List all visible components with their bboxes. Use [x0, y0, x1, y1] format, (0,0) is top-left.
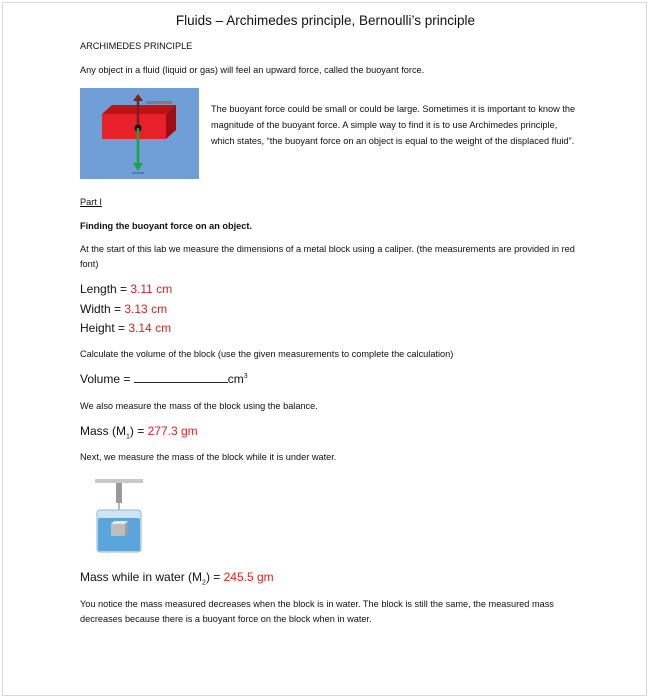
- volume-answer-blank[interactable]: [134, 372, 228, 383]
- section-heading: ARCHIMEDES PRINCIPLE: [80, 41, 193, 51]
- beaker-figure: [95, 476, 145, 554]
- figure1-description: The buoyant force could be small or could be large. Sometimes it is important to know the magnitude of the buoyant force. A simple way to find it is to use Archimedes principle, which states, “the buoyant force on an object is equal to the weight of the displaced fluid”.: [211, 104, 576, 146]
- volume-label: Volume: [80, 372, 121, 386]
- mass2-value: 245.5 gm: [223, 570, 274, 584]
- mass2-line: [80, 570, 274, 586]
- buoyancy-figure: [80, 88, 199, 179]
- measurement-eq: =: [114, 321, 129, 335]
- measurement-eq: =: [110, 302, 125, 316]
- measurement-label: Length: [80, 282, 117, 296]
- mass2-eq: =: [209, 570, 224, 584]
- measurement-width: [80, 302, 167, 316]
- mass1-sub: 1: [126, 433, 130, 441]
- mass2-close: ): [205, 570, 210, 584]
- conclusion-text: You notice the mass measured decreases when the block is in water. The block is still the same, the measured mass decreases because there is a buoyant force on the block when in water.: [80, 599, 554, 624]
- mass1-close: ): [129, 424, 134, 438]
- measurement-label: Height: [80, 321, 115, 335]
- volume-eq: =: [120, 372, 131, 386]
- caliper-text: At the start of this lab we measure the dimensions of a metal block using a caliper. (the measurements are provided in red font): [80, 244, 575, 269]
- part-label: Part I: [80, 197, 102, 207]
- measurement-eq: =: [116, 282, 131, 296]
- measurement-height: [80, 321, 171, 335]
- mass1-eq: =: [133, 424, 148, 438]
- measurement-value: 3.14 cm: [128, 321, 172, 335]
- volume-unit-sup: 3: [243, 373, 248, 380]
- page-title: Fluids – Archimedes principle, Bernoulli’s principle: [175, 13, 476, 28]
- volume-line: [80, 372, 248, 386]
- mass2-label: Mass while in water (M: [80, 570, 203, 584]
- measurement-value: 3.13 cm: [124, 302, 168, 316]
- water-instruction: Next, we measure the mass of the block while it is under water.: [80, 452, 337, 462]
- mass1-line: [80, 424, 198, 440]
- measurement-length: [80, 282, 172, 296]
- buoyancy-diagram-image: [80, 88, 199, 179]
- volume-unit: cm: [227, 372, 244, 386]
- beaker-image: [95, 476, 145, 554]
- mass1-label: Mass (M: [80, 424, 126, 438]
- measurement-label: Width: [80, 302, 111, 316]
- measurement-value: 3.11 cm: [130, 282, 173, 296]
- mass-instruction: We also measure the mass of the block using the balance.: [80, 401, 318, 411]
- part-heading: Finding the buoyant force on an object.: [80, 221, 253, 231]
- volume-instruction: Calculate the volume of the block (use the given measurements to complete the calculation): [80, 349, 454, 359]
- intro-text: Any object in a fluid (liquid or gas) will feel an upward force, called the buoyant force.: [80, 65, 425, 75]
- mass2-sub: 2: [202, 579, 206, 587]
- mass1-value: 277.3 gm: [147, 424, 198, 438]
